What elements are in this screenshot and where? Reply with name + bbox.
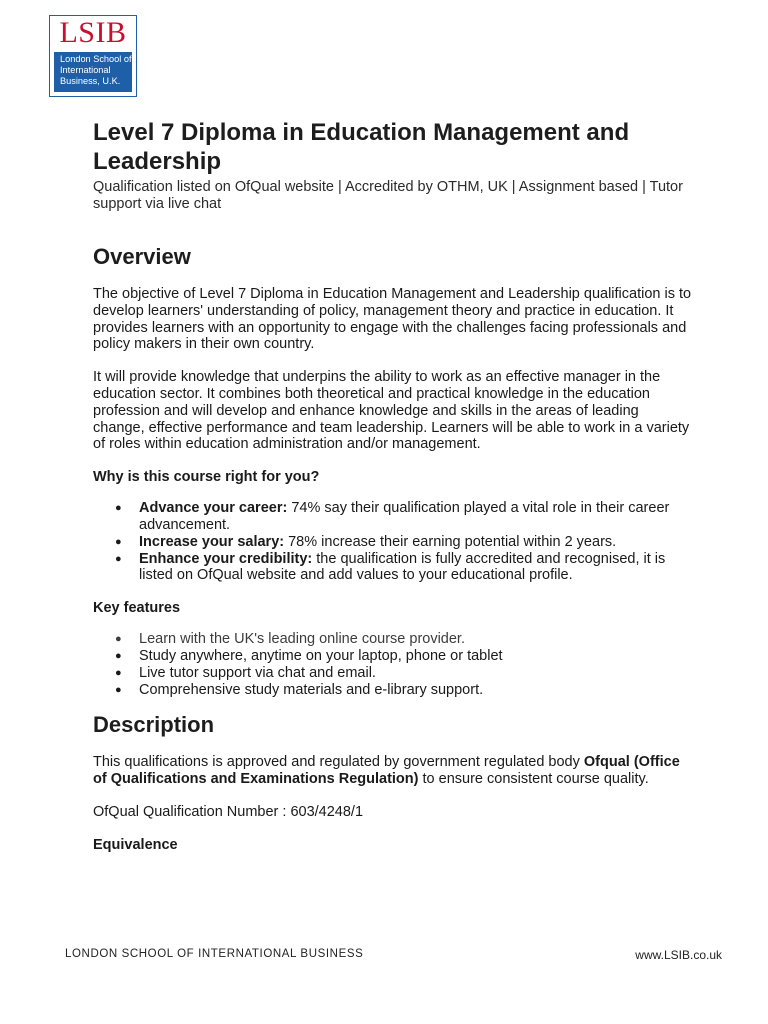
lsib-logo [49,15,137,97]
footer-school-name: LONDON SCHOOL OF INTERNATIONAL BUSINESS [65,948,364,960]
qualification-number: OfQual Qualification Number : 603/4248/1 [93,803,364,820]
bullet-icon: ● [115,633,122,646]
bullet-icon: ● [115,552,122,565]
logo-wordmark: LSIB [59,16,127,49]
list-item [93,631,693,648]
item-label: Increase your salary: [139,533,285,550]
item-text: Live tutor support via chat and email. [139,664,376,681]
features-heading: Key features [93,600,181,617]
description-regulator: Ofqual (Office of Qualifications and Examinations Regulation) [93,754,680,788]
footer-website-link[interactable]: www.LSIB.co.uk [635,948,722,962]
list-item [93,534,693,551]
list-item [93,551,693,585]
list-item [93,682,693,699]
description-heading: Description [93,712,215,738]
logo-line: International [60,65,111,75]
logo-tagline [54,52,132,92]
item-text: 78% increase their earning potential within 2 years. [284,533,617,550]
list-item [93,665,693,682]
item-text: the qualification is fully accredited and recognised, it is listed on OfQual website and add values to your educational profile. [139,550,666,584]
item-text: Study anywhere, anytime on your laptop, phone or tablet [139,647,503,664]
overview-paragraph-1: The objective of Level 7 Diploma in Education Management and Leadership qualification is to develop learners' understanding of policy, management theory and practice in education. It provides learners with an opportunity to engage with the challenges facing professionals and policy makers in their own country. [93,286,692,353]
logo-line: London School of [60,54,132,64]
description-text-start: This qualifications is approved and regulated by government regulated body [93,754,584,771]
bullet-icon: ● [115,502,122,515]
overview-paragraph-2: It will provide knowledge that underpins the ability to work as an effective manager in the education sector. It combines both theoretical and practical knowledge in the education profession and will develop and enhance knowledge and skills in the areas of leading change, effective performance and team leadership. Learners will be able to work in a variety of roles within education administration and/or management. [93,369,690,453]
item-text: Learn with the UK's leading online course provider. [139,631,465,648]
overview-heading: Overview [93,244,191,269]
logo-line: Business, U.K. [60,76,121,86]
list-item [93,500,693,534]
why-heading: Why is this course right for you? [93,469,320,486]
why-list [93,500,693,584]
item-label: Enhance your credibility: [139,550,313,567]
bullet-icon: ● [115,666,122,679]
bullet-icon: ● [115,649,122,662]
description-text-end: to ensure consistent course quality. [418,771,649,788]
features-list [93,631,693,698]
item-text: Comprehensive study materials and e-library support. [139,681,484,698]
item-label: Advance your career: [139,500,288,517]
equivalence-heading: Equivalence [93,836,178,853]
page-subtitle: Qualification listed on OfQual website | Accredited by OTHM, UK | Assignment based | Tutor support via live chat [93,179,683,212]
bullet-icon: ● [115,535,122,548]
description-paragraph [93,754,693,788]
page-title: Level 7 Diploma in Education Management and Leadership [93,119,630,175]
document-body [93,118,693,854]
item-text: 74% say their qualification played a vital role in their career advancement. [139,500,670,533]
list-item [93,648,693,665]
bullet-icon: ● [115,683,122,696]
